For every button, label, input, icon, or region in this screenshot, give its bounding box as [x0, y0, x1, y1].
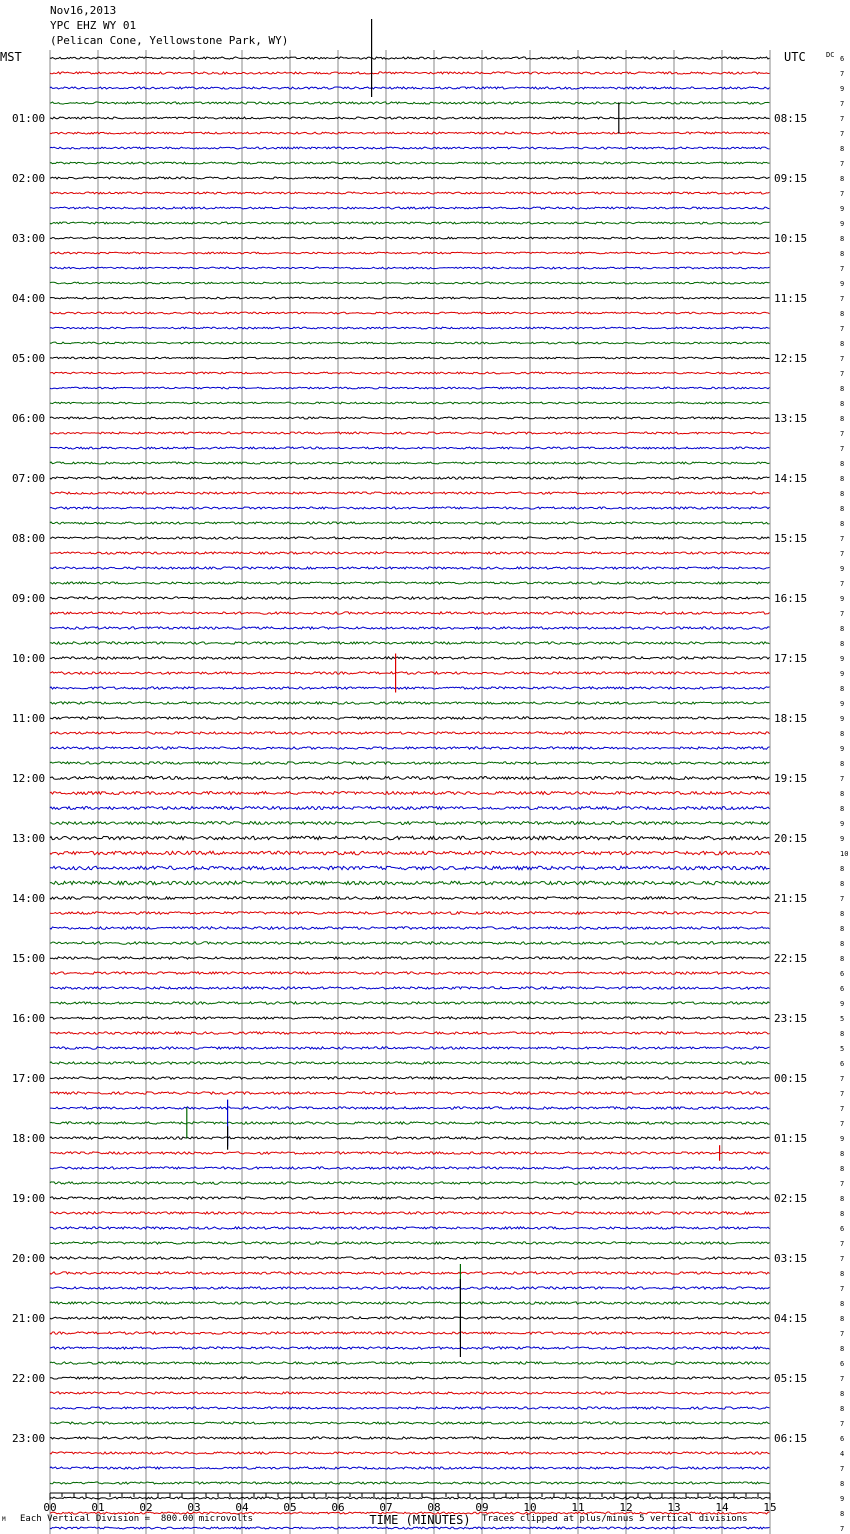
trace-row [50, 327, 770, 329]
dc-offset-value: 6 [840, 985, 845, 993]
dc-offset-value: 8 [840, 145, 845, 153]
hour-label-mst: 01:00 [12, 112, 46, 125]
dc-offset-value: 9 [840, 820, 845, 828]
trace-row [50, 192, 770, 194]
trace-row [50, 972, 770, 974]
dc-offset-value: 7 [840, 1285, 845, 1293]
trace-row [50, 537, 770, 539]
x-tick-label: 03 [187, 1501, 201, 1514]
hour-label-mst: 11:00 [12, 712, 46, 725]
dc-offset-value: 8 [840, 460, 845, 468]
trace-row [50, 1212, 770, 1214]
hour-label-utc: 14:15 [774, 472, 808, 485]
dc-offset-value: 9 [840, 715, 845, 723]
trace-row [50, 777, 770, 780]
trace-row [50, 1032, 770, 1034]
seismic-traces [50, 57, 770, 1534]
hour-label-mst: 12:00 [12, 772, 46, 785]
dc-offset-value: 7 [840, 1090, 845, 1098]
trace-row [50, 1317, 770, 1319]
scale-note: Each Vertical Division = 800.00 microvolts [20, 1514, 253, 1524]
trace-row [50, 1287, 770, 1289]
dc-offset-value: 9 [840, 85, 845, 93]
x-tick-label: 04 [235, 1501, 249, 1514]
trace-row [50, 507, 770, 509]
hour-label-mst: 17:00 [12, 1072, 46, 1085]
dc-offset-value: 8 [840, 1300, 845, 1308]
dc-offset-value: 8 [840, 1510, 845, 1518]
trace-row [50, 462, 770, 464]
hour-label-mst: 23:00 [12, 1432, 46, 1445]
dc-offset-value: 6 [840, 1360, 845, 1368]
trace-row [50, 1107, 770, 1109]
x-axis-label: TIME (MINUTES) [369, 1513, 471, 1527]
trace-row [50, 432, 770, 434]
trace-row [50, 1392, 770, 1394]
hour-label-utc: 05:15 [774, 1372, 808, 1385]
x-tick-label: 14 [715, 1501, 729, 1514]
dc-offset-value: 7 [840, 115, 845, 123]
trace-row [50, 492, 770, 494]
trace-row [50, 342, 770, 344]
dc-offset-value: 5 [840, 1045, 845, 1053]
hour-label-utc: 12:15 [774, 352, 808, 365]
trace-row [50, 282, 770, 284]
trace-row [50, 942, 770, 945]
trace-row [50, 1167, 770, 1169]
dc-offset-value: 9 [840, 835, 845, 843]
x-tick-label: 12 [619, 1501, 633, 1514]
dc-offset-value: 8 [840, 940, 845, 948]
hour-label-utc: 15:15 [774, 532, 808, 545]
trace-row [50, 552, 770, 554]
trace-row [50, 1092, 770, 1094]
dc-offset-value: 8 [840, 1390, 845, 1398]
hour-label-mst: 03:00 [12, 232, 46, 245]
x-tick-label: 10 [523, 1501, 537, 1514]
dc-offset-value: 9 [840, 565, 845, 573]
dc-offset-value: 8 [840, 520, 845, 528]
dc-offset-value: 9 [840, 1135, 845, 1143]
trace-row [50, 1437, 770, 1439]
dc-offset-value: 7 [840, 1105, 845, 1113]
trace-row [50, 1182, 770, 1184]
trace-row [50, 1122, 770, 1124]
dc-offset-value: 8 [840, 340, 845, 348]
hour-label-utc: 21:15 [774, 892, 808, 905]
dc-offset-value: 8 [840, 805, 845, 813]
dc-offset-value: 7 [840, 535, 845, 543]
trace-row [50, 1137, 770, 1139]
trace-row [50, 597, 770, 599]
trace-row [50, 912, 770, 915]
dc-offset-value: 8 [840, 310, 845, 318]
dc-offset-value: 9 [840, 595, 845, 603]
x-tick-label: 06 [331, 1501, 345, 1514]
hour-label-utc: 16:15 [774, 592, 808, 605]
dc-offset-value: 8 [840, 1165, 845, 1173]
dc-offset-value: 8 [840, 925, 845, 933]
dc-offset-value: 6 [840, 1060, 845, 1068]
dc-offset-value: 8 [840, 880, 845, 888]
trace-row [50, 582, 770, 584]
trace-row [50, 1452, 770, 1454]
trace-row [50, 866, 770, 870]
trace-row [50, 1047, 770, 1049]
dc-offset-value: 8 [840, 490, 845, 498]
hour-label-utc: 01:15 [774, 1132, 808, 1145]
trace-row [50, 1002, 770, 1004]
dc-offset-value: 6 [840, 1225, 845, 1233]
trace-row [50, 87, 770, 89]
hour-label-mst: 16:00 [12, 1012, 46, 1025]
hour-label-utc: 08:15 [774, 112, 808, 125]
trace-row [50, 897, 770, 900]
trace-row [50, 117, 770, 119]
hour-label-mst: 13:00 [12, 832, 46, 845]
dc-offset-value: 8 [840, 400, 845, 408]
right-timezone-label: UTC [784, 50, 806, 64]
trace-row [50, 657, 770, 659]
hour-label-utc: 13:15 [774, 412, 808, 425]
corner-mark: M [2, 1516, 6, 1523]
trace-row [50, 132, 770, 134]
dc-offset-value: 8 [840, 625, 845, 633]
dc-offset-value: 8 [840, 1480, 845, 1488]
dc-offset-value: 5 [840, 1015, 845, 1023]
plot-date: Nov16,2013 [50, 4, 117, 17]
trace-row [50, 357, 770, 359]
trace-row [50, 1467, 770, 1469]
x-tick-label: 13 [667, 1501, 681, 1514]
hour-label-utc: 02:15 [774, 1192, 808, 1205]
hour-label-utc: 20:15 [774, 832, 808, 845]
hour-label-utc: 11:15 [774, 292, 808, 305]
trace-row [50, 1272, 770, 1274]
dc-offset-value: 7 [840, 580, 845, 588]
trace-row [50, 957, 770, 959]
hour-label-mst: 05:00 [12, 352, 46, 365]
trace-row [50, 1227, 770, 1229]
trace-row [50, 447, 770, 449]
trace-row [50, 417, 770, 419]
dc-offset-value: 8 [840, 505, 845, 513]
dc-offset-value: 8 [840, 1195, 845, 1203]
dc-offset-value: 7 [840, 355, 845, 363]
trace-row [50, 1497, 770, 1499]
trace-row [50, 747, 770, 749]
dc-offset-value: 7 [840, 430, 845, 438]
dc-offset-value: 6 [840, 970, 845, 978]
hour-label-mst: 08:00 [12, 532, 46, 545]
left-timezone-label: MST [0, 50, 22, 64]
trace-row [50, 836, 770, 840]
seismic-events [187, 19, 720, 1357]
dc-offset-value: 8 [840, 1315, 845, 1323]
trace-row [50, 762, 770, 764]
dc-offset-value: 8 [840, 910, 845, 918]
x-tick-label: 08 [427, 1501, 441, 1514]
hour-label-mst: 15:00 [12, 952, 46, 965]
hour-label-utc: 19:15 [774, 772, 808, 785]
dc-offset-value: 4 [840, 1450, 845, 1458]
dc-offset-value: 7 [840, 130, 845, 138]
trace-row [50, 627, 770, 629]
dc-offset-value: 8 [840, 235, 845, 243]
x-tick-label: 01 [91, 1501, 105, 1514]
dc-offset-value: 7 [840, 445, 845, 453]
trace-row [50, 1242, 770, 1244]
trace-row [50, 1257, 770, 1259]
dc-offset-value: 7 [840, 895, 845, 903]
dc-offset-value: 9 [840, 205, 845, 213]
trace-row [50, 1347, 770, 1349]
trace-row [50, 1482, 770, 1484]
dc-offset-value: 8 [840, 415, 845, 423]
trace-row [50, 147, 770, 149]
dc-offset-value: 7 [840, 160, 845, 168]
hour-label-mst: 10:00 [12, 652, 46, 665]
dc-offset-value: 8 [840, 790, 845, 798]
minute-gridlines [50, 50, 770, 1534]
hour-label-mst: 21:00 [12, 1312, 46, 1325]
hour-label-utc: 03:15 [774, 1252, 808, 1265]
trace-row [50, 72, 770, 74]
dc-offset-value: 8 [840, 1270, 845, 1278]
dc-offset-value: 9 [840, 745, 845, 753]
dc-offset-value: 7 [840, 1240, 845, 1248]
trace-row [50, 807, 770, 810]
hour-label-mst: 14:00 [12, 892, 46, 905]
dc-offset-value: 7 [840, 1465, 845, 1473]
trace-row [50, 207, 770, 209]
trace-row [50, 1017, 770, 1019]
dc-offset-value: 6 [840, 55, 845, 63]
trace-row [50, 102, 770, 104]
trace-row [50, 717, 770, 719]
x-tick-label: 02 [139, 1501, 153, 1514]
dc-offset-value: 6 [840, 1435, 845, 1443]
dc-offset-value: 9 [840, 1495, 845, 1503]
trace-row [50, 1362, 770, 1364]
hour-label-utc: 00:15 [774, 1072, 808, 1085]
x-tick-label: 05 [283, 1501, 297, 1514]
hour-label-mst: 22:00 [12, 1372, 46, 1385]
trace-row [50, 612, 770, 614]
dc-offset-value: 8 [840, 685, 845, 693]
trace-row [50, 732, 770, 734]
clip-note: Traces clipped at plus/minus 5 vertical divisions [482, 1514, 748, 1524]
trace-row [50, 987, 770, 989]
trace-row [50, 1077, 770, 1079]
dc-offset-value: 8 [840, 1030, 845, 1038]
dc-offset-value: 7 [840, 1120, 845, 1128]
trace-row [50, 642, 770, 644]
trace-row [50, 881, 770, 885]
hour-label-mst: 20:00 [12, 1252, 46, 1265]
trace-row [50, 387, 770, 389]
dc-offset-value: 7 [840, 265, 845, 273]
dc-offset-value: 8 [840, 955, 845, 963]
trace-row [50, 792, 770, 795]
hour-label-utc: 04:15 [774, 1312, 808, 1325]
trace-row [50, 252, 770, 254]
trace-row [50, 222, 770, 224]
hour-label-mst: 04:00 [12, 292, 46, 305]
dc-label: DC [826, 51, 835, 59]
dc-offset-value: 7 [840, 1255, 845, 1263]
trace-row [50, 177, 770, 179]
hour-label-utc: 23:15 [774, 1012, 808, 1025]
dc-offset-value: 8 [840, 475, 845, 483]
trace-row [50, 687, 770, 689]
trace-row [50, 1377, 770, 1379]
dc-offset-value: 9 [840, 220, 845, 228]
dc-offset-value: 7 [840, 70, 845, 78]
hour-label-mst: 09:00 [12, 592, 46, 605]
trace-row [50, 1197, 770, 1199]
hour-label-utc: 09:15 [774, 172, 808, 185]
dc-offset-value: 7 [840, 610, 845, 618]
dc-offset-value: 8 [840, 1150, 845, 1158]
dc-offset-value: 7 [840, 295, 845, 303]
trace-row [50, 372, 770, 374]
dc-offset-value: 8 [840, 730, 845, 738]
dc-offset-value: 8 [840, 1345, 845, 1353]
x-tick-label: 00 [43, 1501, 57, 1514]
dc-offset-value: 8 [840, 640, 845, 648]
hour-label-mst: 07:00 [12, 472, 46, 485]
dc-offset-value: 7 [840, 100, 845, 108]
trace-row [50, 851, 770, 855]
dc-offset-value: 7 [840, 550, 845, 558]
trace-row [50, 672, 770, 674]
dc-offset-value: 8 [840, 175, 845, 183]
dc-offset-value: 9 [840, 1000, 845, 1008]
trace-row [50, 1407, 770, 1409]
trace-row [50, 1422, 770, 1424]
dc-offset-value: 9 [840, 670, 845, 678]
dc-offset-value: 8 [840, 1405, 845, 1413]
hour-label-utc: 18:15 [774, 712, 808, 725]
dc-offset-value: 7 [840, 1525, 845, 1533]
dc-offset-value: 7 [840, 775, 845, 783]
trace-row [50, 522, 770, 524]
dc-offset-value: 7 [840, 1375, 845, 1383]
trace-row [50, 1302, 770, 1304]
trace-row [50, 1062, 770, 1064]
trace-row [50, 477, 770, 479]
trace-row [50, 702, 770, 704]
trace-row [50, 297, 770, 299]
hour-label-utc: 06:15 [774, 1432, 808, 1445]
dc-offset-value: 7 [840, 1180, 845, 1188]
dc-offset-value: 9 [840, 280, 845, 288]
trace-row [50, 927, 770, 930]
trace-row [50, 822, 770, 825]
dc-offset-value: 8 [840, 385, 845, 393]
hour-label-mst: 06:00 [12, 412, 46, 425]
hour-label-utc: 22:15 [774, 952, 808, 965]
trace-row [50, 567, 770, 569]
dc-offset-value: 8 [840, 250, 845, 258]
dc-offset-value: 8 [840, 1210, 845, 1218]
trace-row [50, 267, 770, 269]
trace-row [50, 1332, 770, 1334]
dc-offset-value: 7 [840, 1420, 845, 1428]
trace-row [50, 1527, 770, 1529]
dc-offset-value: 9 [840, 655, 845, 663]
hour-label-mst: 18:00 [12, 1132, 46, 1145]
station-location: (Pelican Cone, Yellowstone Park, WY) [50, 34, 289, 47]
station-code: YPC EHZ WY 01 [50, 19, 137, 32]
trace-row [50, 162, 770, 164]
hour-label-utc: 17:15 [774, 652, 808, 665]
x-tick-label: 11 [571, 1501, 585, 1514]
trace-row [50, 1152, 770, 1154]
hour-label-mst: 19:00 [12, 1192, 46, 1205]
trace-row [50, 237, 770, 239]
dc-offset-value: 7 [840, 370, 845, 378]
dc-offset-value: 8 [840, 865, 845, 873]
x-tick-label: 07 [379, 1501, 393, 1514]
dc-offset-value: 8 [840, 760, 845, 768]
x-tick-label: 09 [475, 1501, 489, 1514]
hour-label-mst: 02:00 [12, 172, 46, 185]
hour-label-utc: 10:15 [774, 232, 808, 245]
x-tick-label: 15 [763, 1501, 777, 1514]
dc-offset-value: 9 [840, 700, 845, 708]
dc-offset-value: 7 [840, 1330, 845, 1338]
trace-row [50, 312, 770, 314]
trace-row [50, 57, 770, 59]
dc-offset-value: 7 [840, 325, 845, 333]
dc-offset-value: 7 [840, 1075, 845, 1083]
trace-row [50, 402, 770, 404]
dc-offset-value: 7 [840, 190, 845, 198]
dc-offset-value: 10 [840, 850, 849, 858]
